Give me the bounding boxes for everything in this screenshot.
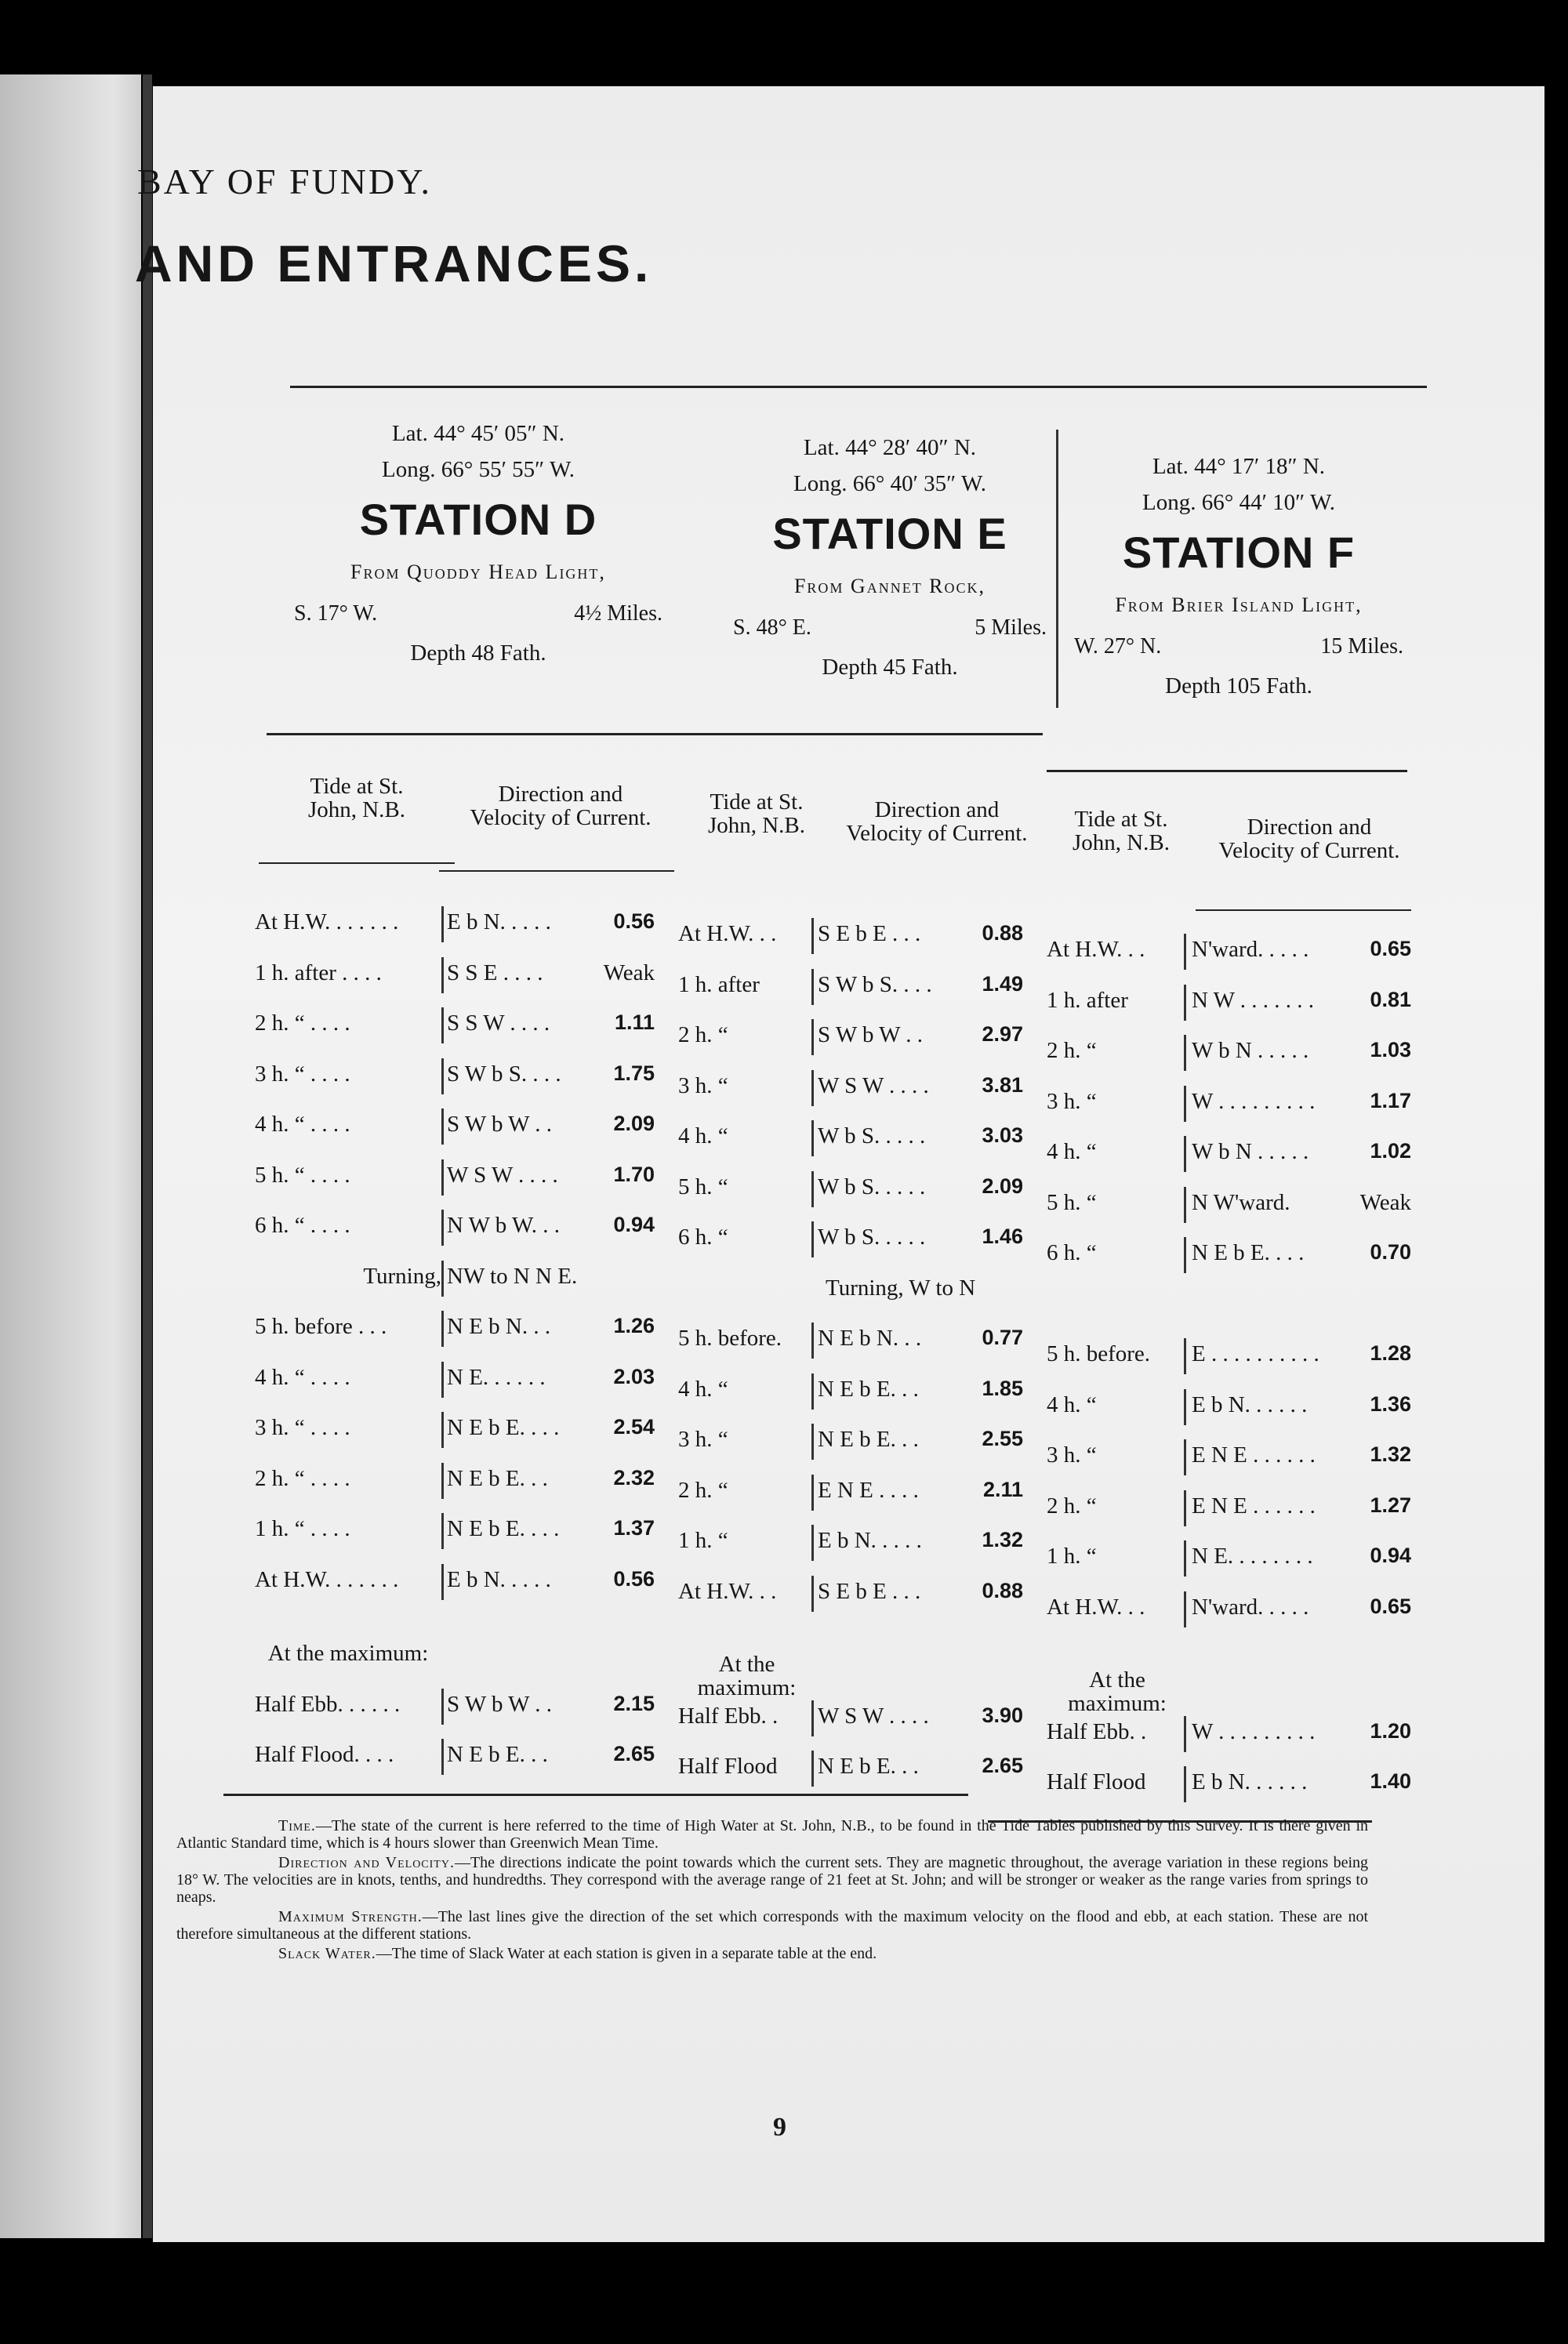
- table-row: [1047, 1038, 1419, 1069]
- column-rule: [441, 1159, 444, 1196]
- column-rule: [811, 1221, 814, 1257]
- note-maximum: [176, 1908, 1368, 1943]
- column-rule: [1184, 934, 1186, 970]
- row-label: At H.W. . .: [1047, 1594, 1145, 1620]
- row-direction: S W b W . .: [818, 1022, 924, 1047]
- row-direction: E N E . . . . . .: [1192, 1442, 1316, 1468]
- row-velocity: 2.97: [982, 1022, 1023, 1046]
- table-row: [678, 1022, 1031, 1054]
- table-row: [255, 1692, 662, 1723]
- row-velocity: 1.02: [1370, 1139, 1411, 1163]
- table-row: [1047, 1493, 1419, 1525]
- row-label: 6 h. “: [1047, 1240, 1097, 1265]
- table-row: [255, 1163, 662, 1194]
- note-direction: [176, 1854, 1368, 1906]
- row-label: At the maximum:: [697, 1652, 797, 1700]
- row-label: 4 h. “ . . . .: [255, 1364, 350, 1390]
- row-label: At H.W. . . . . . .: [255, 1566, 399, 1592]
- row-velocity: 1.28: [1370, 1341, 1411, 1365]
- column-rule: [1184, 1439, 1186, 1475]
- note-slack-text: —The time of Slack Water at each station is given in a separate table at the end.: [376, 1945, 877, 1962]
- table-row: [255, 1567, 662, 1598]
- note-time-key: Time.: [278, 1817, 316, 1834]
- column-rule: [811, 1171, 814, 1207]
- column-rule: [441, 1412, 444, 1448]
- row-direction: N E b E. . .: [818, 1427, 919, 1452]
- table-row: [678, 1478, 1031, 1509]
- row-label: 2 h. “: [678, 1022, 728, 1047]
- station-d-name: STATION D: [359, 495, 597, 544]
- table-row: [255, 1641, 662, 1672]
- station-d-long: Long. 66° 55′ 55″ W.: [382, 457, 575, 482]
- row-velocity: 1.49: [982, 971, 1023, 996]
- station-e-from: From Gannet Rock,: [793, 575, 986, 597]
- row-direction: W . . . . . . . . .: [1192, 1088, 1316, 1114]
- table-row: [1047, 1667, 1419, 1716]
- row-velocity: 1.26: [613, 1314, 655, 1337]
- station-f-distance: 15 Miles.: [1320, 634, 1403, 659]
- page-number: 9: [773, 2113, 786, 2142]
- column-rule: [811, 1373, 814, 1410]
- header-rule-f: [1196, 909, 1411, 911]
- table-row: [678, 1174, 1031, 1206]
- station-e-bearing: S. 48° E.: [733, 615, 811, 640]
- column-rule: [811, 1070, 814, 1106]
- row-direction: N W'ward.: [1192, 1189, 1290, 1215]
- row-label: 3 h. “ . . . .: [255, 1415, 350, 1440]
- table-row: [678, 1073, 1031, 1105]
- row-direction: N'ward. . . . .: [1192, 937, 1309, 962]
- column-rule: [811, 1323, 814, 1359]
- column-rule: [1184, 1338, 1186, 1374]
- table-row: [1047, 988, 1419, 1019]
- row-velocity: 1.40: [1370, 1769, 1411, 1793]
- row-velocity: 1.03: [1370, 1038, 1411, 1061]
- row-velocity: 2.65: [613, 1742, 655, 1765]
- row-label: 2 h. “: [1047, 1493, 1097, 1519]
- column-rule: [1184, 1716, 1186, 1752]
- row-label: Half Flood: [678, 1754, 778, 1779]
- row-velocity: 2.03: [613, 1364, 655, 1388]
- column-rule: [1184, 1086, 1186, 1122]
- table-row: [678, 1579, 1031, 1610]
- row-label: Half Ebb. .: [678, 1703, 779, 1729]
- column-rule: [441, 1739, 444, 1775]
- table-row: [1047, 1190, 1419, 1221]
- row-velocity: 1.46: [982, 1225, 1023, 1248]
- column-rule: [1184, 985, 1186, 1021]
- column-rule: [441, 1007, 444, 1043]
- row-velocity: 1.20: [1370, 1718, 1411, 1743]
- row-direction: E b N. . . . .: [447, 1566, 551, 1592]
- station-d-bearing: S. 17° W.: [294, 601, 378, 626]
- row-label: At the maximum:: [1068, 1667, 1167, 1716]
- column-rule: [1184, 1490, 1186, 1526]
- row-label: Half Ebb. . . . . .: [255, 1691, 401, 1717]
- row-label: 1 h. “: [678, 1528, 728, 1553]
- row-label: 3 h. “: [1047, 1442, 1097, 1468]
- station-e: [725, 430, 1054, 685]
- row-velocity: 1.85: [982, 1376, 1023, 1400]
- column-rule: [811, 1700, 814, 1736]
- row-direction: S W b W . .: [447, 1112, 553, 1137]
- table-row: [255, 1516, 662, 1548]
- row-direction: N E b E. . .: [447, 1465, 548, 1491]
- column-rule: [811, 1120, 814, 1156]
- row-label: At H.W. . . . . . .: [255, 909, 399, 934]
- row-label: At H.W. . .: [678, 921, 777, 946]
- col-header-direction-e: Direction and Velocity of Current.: [846, 797, 1028, 846]
- bottom-rule-left: [223, 1794, 968, 1796]
- column-rule: [441, 1261, 444, 1297]
- note-slack: [176, 1945, 1368, 1962]
- table-row: [1047, 1139, 1419, 1170]
- row-label: Half Flood. . . .: [255, 1742, 394, 1767]
- table-row: [678, 921, 1031, 952]
- row-velocity: 0.88: [982, 1578, 1023, 1602]
- column-rule: [441, 1311, 444, 1347]
- facing-page: [0, 74, 141, 2238]
- column-rule: [441, 1362, 444, 1398]
- row-label: 1 h. after: [1047, 987, 1128, 1013]
- row-label: 5 h. before.: [678, 1326, 782, 1351]
- row-label: At H.W. . .: [1047, 937, 1145, 962]
- table-row: [1047, 1089, 1419, 1120]
- row-direction: E N E . . . .: [818, 1477, 919, 1503]
- table-row: [678, 1652, 1031, 1700]
- column-rule: [811, 1525, 814, 1561]
- station-e-long: Long. 66° 40′ 35″ W.: [793, 471, 986, 496]
- row-label: 3 h. “: [1047, 1088, 1097, 1114]
- row-velocity: 0.88: [982, 921, 1023, 945]
- row-direction: S W b S. . . .: [818, 971, 932, 997]
- row-direction: E b N. . . . . .: [1192, 1769, 1308, 1794]
- note-maximum-text: —The last lines give the direction of the set which corresponds with the maximum velocity on the flood and ebb, at each station. These are not therefore simultaneous at the different stations.: [176, 1908, 1369, 1943]
- row-label: Turning,: [363, 1263, 441, 1289]
- row-direction: S W b W . .: [447, 1691, 553, 1717]
- table-row: [1047, 1291, 1419, 1323]
- row-direction: S E b E . . .: [818, 921, 921, 946]
- table-row: [1047, 1544, 1419, 1575]
- row-direction: N E b N. . .: [818, 1326, 922, 1351]
- row-velocity: 2.32: [613, 1465, 655, 1489]
- column-rule: [441, 1463, 444, 1499]
- column-rule: [811, 1751, 814, 1787]
- row-direction: W b S. . . . .: [818, 1174, 926, 1199]
- row-velocity: 0.65: [1370, 1594, 1411, 1618]
- row-direction: NW to N N E.: [447, 1263, 578, 1289]
- station-d-from: From Quoddy Head Light,: [350, 561, 606, 583]
- table-row: [678, 1377, 1031, 1408]
- table-row: [255, 1314, 662, 1345]
- row-direction: N E b E. . .: [818, 1376, 919, 1402]
- row-velocity: 1.36: [1370, 1392, 1411, 1416]
- table-row: [255, 909, 662, 941]
- row-velocity: 0.65: [1370, 937, 1411, 960]
- row-label: 4 h. “: [678, 1123, 728, 1148]
- station-f-from: From Brier Island Light,: [1115, 593, 1363, 616]
- row-label: 5 h. “ . . . .: [255, 1162, 350, 1188]
- column-rule: [811, 1576, 814, 1612]
- row-label: 2 h. “ . . . .: [255, 1465, 350, 1491]
- table-row: [678, 1427, 1031, 1458]
- row-label: 5 h. “: [1047, 1189, 1097, 1215]
- row-label: 5 h. before.: [1047, 1341, 1151, 1366]
- note-maximum-key: Maximum Strength.: [278, 1908, 423, 1925]
- header-rule-d1: [259, 862, 455, 864]
- column-rule: [1184, 1389, 1186, 1425]
- table-row: [678, 1704, 1031, 1735]
- table-row: [1047, 1595, 1419, 1626]
- table-row: [678, 1275, 1031, 1307]
- row-direction: N W . . . . . . .: [1192, 987, 1315, 1013]
- row-direction: W S W . . . .: [818, 1703, 929, 1729]
- row-velocity: 1.11: [614, 1011, 655, 1034]
- row-velocity: 0.56: [613, 1566, 655, 1591]
- row-label: At the maximum:: [267, 1641, 429, 1666]
- col-header-tide-e: Tide at St. John, N.B.: [707, 789, 806, 838]
- row-velocity: Weak: [603, 960, 655, 985]
- table-row: [678, 1123, 1031, 1155]
- row-direction: S S E . . . .: [447, 960, 543, 985]
- table-row: [255, 1466, 662, 1497]
- row-direction: W b N . . . . .: [1192, 1038, 1309, 1063]
- col-header-direction-f: Direction and Velocity of Current.: [1218, 815, 1400, 863]
- row-direction: N E b E. . . .: [1192, 1240, 1305, 1265]
- station-rule-right: [1047, 770, 1407, 772]
- station-d: [286, 415, 670, 671]
- row-label: 4 h. “: [1047, 1139, 1097, 1164]
- row-velocity: 1.32: [1370, 1442, 1411, 1466]
- row-label: 3 h. “ . . . .: [255, 1061, 350, 1087]
- title-line-1: BAY OF FUNDY.: [137, 161, 433, 201]
- note-direction-key: Direction and Velocity.: [278, 1854, 455, 1871]
- col-header-direction-d: Direction and Velocity of Current.: [470, 782, 652, 830]
- row-direction: N E b E. . .: [818, 1754, 919, 1779]
- table-row: [1047, 1769, 1419, 1801]
- column-rule: [811, 1424, 814, 1460]
- column-rule: [811, 1019, 814, 1055]
- station-d-depth: Depth 48 Fath.: [410, 640, 546, 666]
- row-direction: S E b E . . .: [818, 1578, 921, 1604]
- row-velocity: 0.70: [1370, 1240, 1411, 1264]
- row-label: 5 h. before . . .: [255, 1314, 387, 1339]
- row-direction: W S W . . . .: [818, 1072, 929, 1098]
- top-rule: [290, 386, 1427, 388]
- table-row: [1047, 1719, 1419, 1751]
- column-rule: [1184, 1035, 1186, 1071]
- row-velocity: 1.75: [613, 1061, 655, 1085]
- row-velocity: 3.03: [982, 1123, 1023, 1147]
- row-velocity: 2.65: [982, 1754, 1023, 1777]
- table-row: [255, 1742, 662, 1773]
- station-e-name: STATION E: [772, 509, 1007, 558]
- note-direction-text: —The directions indicate the point towards which the current sets. They are magnetic throughout, the average variation in these regions being 18° W. The velocities are in knots, tenths, and hundredths. They correspond with the average range of 21 feet at St. John; and will be stronger or weaker as the range varies from springs to neaps.: [176, 1854, 1368, 1906]
- note-time-text: —The state of the current is here referred to the time of High Water at St. John, N.B., to be found in the Tide Tables published by this Survey. It is there given in Atlantic Standard time, which is 4 hours slower than Greenwich Mean Time.: [176, 1817, 1368, 1852]
- row-direction: W . . . . . . . . .: [1192, 1718, 1316, 1744]
- station-d-distance: 4½ Miles.: [574, 601, 662, 626]
- table-row: [678, 1225, 1031, 1256]
- row-velocity: 1.70: [613, 1162, 655, 1186]
- row-label: 2 h. “: [678, 1477, 728, 1503]
- station-d-lat: Lat. 44° 45′ 05″ N.: [391, 421, 565, 446]
- station-f: [1066, 448, 1411, 704]
- table-row: [1047, 1240, 1419, 1272]
- row-velocity: 1.37: [613, 1516, 655, 1540]
- note-time: [176, 1817, 1368, 1852]
- row-velocity: 1.17: [1370, 1088, 1411, 1112]
- row-label: 5 h. “: [678, 1174, 728, 1199]
- row-direction: N E b E. . .: [447, 1742, 548, 1767]
- row-direction: N E. . . . . . . .: [1192, 1544, 1313, 1569]
- row-velocity: Weak: [1359, 1189, 1411, 1215]
- column-rule: [441, 957, 444, 993]
- row-label: Turning, W to N: [826, 1275, 976, 1301]
- row-velocity: 2.11: [982, 1477, 1023, 1501]
- row-direction: N W b W. . .: [447, 1213, 560, 1238]
- row-label: 1 h. after . . . .: [255, 960, 382, 985]
- column-rule: [441, 906, 444, 942]
- row-label: 4 h. “ . . . .: [255, 1112, 350, 1137]
- row-direction: W b N . . . . .: [1192, 1139, 1309, 1164]
- table-row: [1047, 1442, 1419, 1474]
- table-row: [255, 960, 662, 992]
- footnotes: [176, 1817, 1368, 1965]
- row-velocity: 0.77: [982, 1326, 1023, 1349]
- row-direction: E b N. . . . . .: [1192, 1392, 1308, 1417]
- station-f-depth: Depth 105 Fath.: [1165, 673, 1312, 698]
- row-direction: W S W . . . .: [447, 1162, 558, 1188]
- row-label: At H.W. . .: [678, 1578, 777, 1604]
- row-label: 2 h. “ . . . .: [255, 1011, 350, 1036]
- column-rule: [1184, 1766, 1186, 1802]
- table-row: [1047, 937, 1419, 968]
- table-row: [255, 1264, 662, 1295]
- column-rule: [1184, 1591, 1186, 1627]
- column-rule: [811, 969, 814, 1005]
- row-velocity: 2.09: [613, 1112, 655, 1135]
- table-row: [678, 1754, 1031, 1785]
- table-row: [255, 1112, 662, 1143]
- row-label: Half Flood: [1047, 1769, 1146, 1794]
- row-label: 3 h. “: [678, 1427, 728, 1452]
- row-label: 4 h. “: [678, 1376, 728, 1402]
- table-row: [1047, 1341, 1419, 1373]
- table-row: [255, 1415, 662, 1446]
- station-e-lat: Lat. 44° 28′ 40″ N.: [803, 435, 977, 460]
- row-velocity: 1.27: [1370, 1493, 1411, 1517]
- column-rule: [441, 1109, 444, 1145]
- station-f-lat: Lat. 44° 17′ 18″ N.: [1152, 454, 1326, 479]
- row-direction: E b N. . . . .: [818, 1528, 922, 1553]
- station-rule-left: [267, 733, 1043, 735]
- row-velocity: 0.94: [1370, 1544, 1411, 1567]
- note-slack-key: Slack Water.: [278, 1945, 376, 1962]
- row-direction: N E b E. . . .: [447, 1516, 560, 1541]
- row-direction: N E b E. . . .: [447, 1415, 560, 1440]
- row-label: 3 h. “: [678, 1072, 728, 1098]
- row-direction: S W b S. . . .: [447, 1061, 561, 1087]
- column-rule: [441, 1689, 444, 1725]
- table-row: [255, 1011, 662, 1042]
- table-row: [678, 1528, 1031, 1559]
- station-f-name: STATION F: [1122, 528, 1356, 577]
- row-velocity: 0.81: [1370, 987, 1411, 1011]
- col-header-tide-f: Tide at St. John, N.B.: [1072, 807, 1171, 855]
- row-direction: N'ward. . . . .: [1192, 1594, 1309, 1620]
- row-velocity: 1.32: [982, 1528, 1023, 1551]
- col-header-tide-d: Tide at St. John, N.B.: [307, 774, 406, 822]
- column-rule: [811, 1475, 814, 1511]
- column-rule: [1184, 1187, 1186, 1223]
- table-row: [678, 1326, 1031, 1357]
- row-velocity: 2.55: [982, 1427, 1023, 1450]
- row-label: 1 h. “: [1047, 1544, 1097, 1569]
- table-row: [1047, 1392, 1419, 1424]
- row-direction: W b S. . . . .: [818, 1225, 926, 1250]
- column-rule: [441, 1210, 444, 1246]
- row-direction: E . . . . . . . . . .: [1192, 1341, 1319, 1366]
- table-row: [678, 972, 1031, 1003]
- row-label: 1 h. “ . . . .: [255, 1516, 350, 1541]
- column-rule: [441, 1058, 444, 1094]
- row-velocity: 2.15: [613, 1691, 655, 1715]
- row-label: 4 h. “: [1047, 1392, 1097, 1417]
- title-line-2: AND ENTRANCES.: [135, 234, 653, 292]
- table-row: [255, 1213, 662, 1244]
- station-f-long: Long. 66° 44′ 10″ W.: [1142, 490, 1335, 515]
- station-e-depth: Depth 45 Fath.: [822, 655, 958, 680]
- table-row: [255, 1365, 662, 1396]
- column-rule: [1184, 1136, 1186, 1172]
- row-velocity: 3.90: [982, 1703, 1023, 1727]
- row-label: 6 h. “: [678, 1225, 728, 1250]
- row-velocity: 2.54: [613, 1415, 655, 1439]
- row-velocity: 3.81: [982, 1072, 1023, 1097]
- row-label: Half Ebb. .: [1047, 1718, 1147, 1744]
- station-e-distance: 5 Miles.: [975, 615, 1047, 640]
- row-velocity: 2.09: [982, 1174, 1023, 1198]
- row-label: 1 h. after: [678, 971, 760, 997]
- header-rule-d2: [439, 870, 674, 872]
- column-rule: [1184, 1540, 1186, 1577]
- row-label: 2 h. “: [1047, 1038, 1097, 1063]
- row-direction: E b N. . . . .: [447, 909, 551, 934]
- row-velocity: 0.94: [613, 1213, 655, 1236]
- column-rule: [441, 1564, 444, 1600]
- column-rule: [441, 1513, 444, 1549]
- column-rule: [811, 918, 814, 954]
- row-direction: W b S. . . . .: [818, 1123, 926, 1148]
- row-direction: N E. . . . . .: [447, 1364, 546, 1390]
- row-velocity: 0.56: [613, 909, 655, 933]
- row-direction: S S W . . . .: [447, 1011, 550, 1036]
- row-direction: N E b N. . .: [447, 1314, 551, 1339]
- column-rule: [1184, 1237, 1186, 1273]
- row-direction: E N E . . . . . .: [1192, 1493, 1316, 1519]
- station-divider: [1056, 430, 1058, 708]
- book-spine: [143, 74, 152, 2238]
- row-label: 6 h. “ . . . .: [255, 1213, 350, 1238]
- table-row: [255, 1061, 662, 1093]
- station-f-bearing: W. 27° N.: [1074, 634, 1162, 659]
